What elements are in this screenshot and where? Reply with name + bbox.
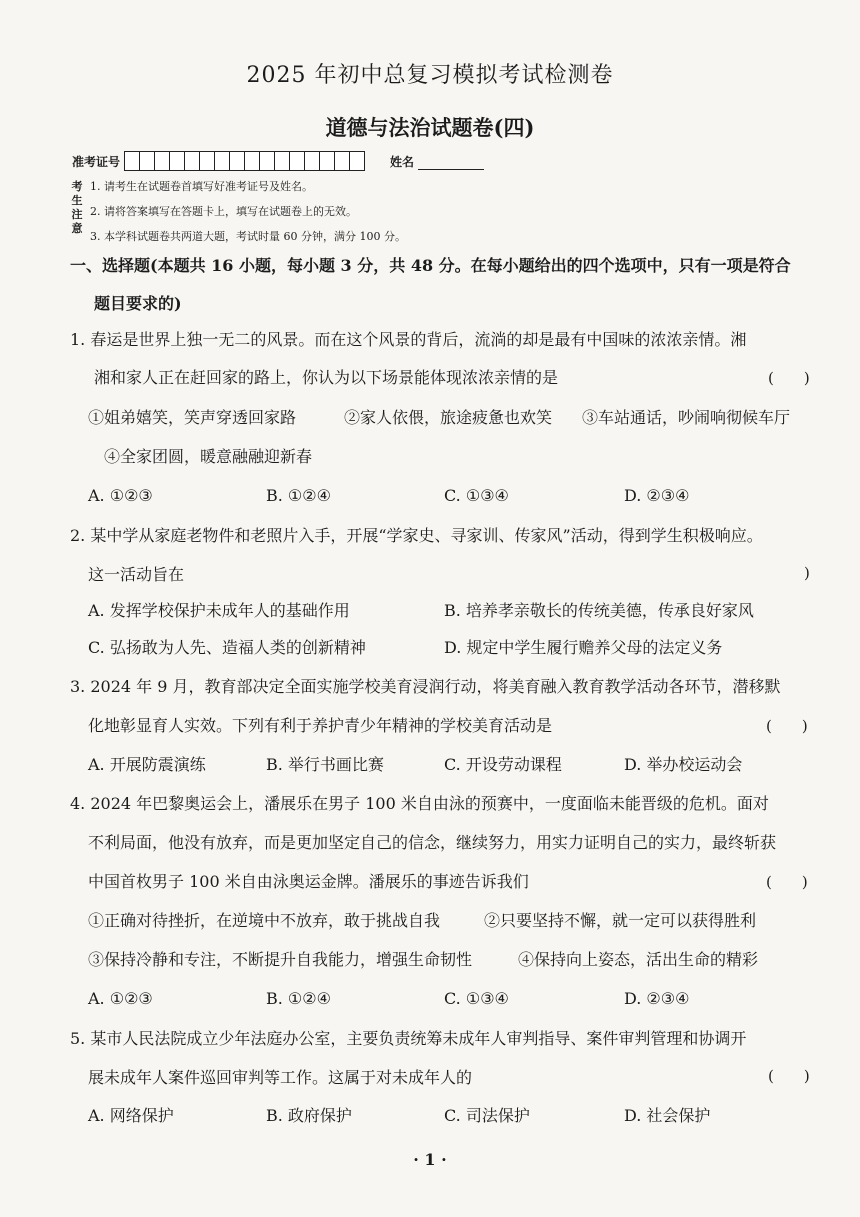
exam-subtitle: 道德与法治试题卷(四) xyxy=(325,115,535,140)
q4-stem-line2: 不利局面，他没有放弃，而是更加坚定自己的信念，继续努力，用实力证明自己的实力，最终斩获 xyxy=(88,833,777,852)
notice-block xyxy=(70,180,790,244)
section-heading-line2: 题目要求的) xyxy=(94,294,182,313)
exam-id-box[interactable] xyxy=(154,151,170,171)
name-label: 姓名 xyxy=(390,154,415,169)
q1-item-2: ②家人依偎，旅途疲惫也欢笑 xyxy=(344,408,553,427)
q2-option-b[interactable]: B. 培养孝亲敬长的传统美德，传承良好家风 xyxy=(444,601,754,620)
q4-item-3: ③保持冷静和专注，不断提升自我能力，增强生命韧性 xyxy=(88,950,473,969)
q3-answer-paren: ( ) xyxy=(766,717,808,735)
q4-item-1: ①正确对待挫折，在逆境中不放弃，敢于挑战自我 xyxy=(88,911,441,930)
q4-item-2: ②只要坚持不懈，就一定可以获得胜利 xyxy=(484,911,757,930)
q4-option-d[interactable]: D. ②③④ xyxy=(624,989,690,1008)
q2-answer-paren: ) xyxy=(804,564,810,582)
notice-list xyxy=(90,180,406,255)
exam-id-box[interactable] xyxy=(319,151,335,171)
exam-id-box[interactable] xyxy=(274,151,290,171)
exam-id-box[interactable] xyxy=(139,151,155,171)
page-number: · 1 · xyxy=(413,1150,447,1169)
q1-stem-line2: 湘和家人正在赶回家的路上，你认为以下场景能体现浓浓亲情的是 xyxy=(94,368,559,387)
q1-item-3: ③车站通话，吵闹响彻候车厅 xyxy=(582,408,791,427)
exam-id-box[interactable] xyxy=(124,151,140,171)
q1-option-c[interactable]: C. ①③④ xyxy=(444,486,509,505)
q3-option-c[interactable]: C. 开设劳动课程 xyxy=(444,755,562,774)
q3-option-b[interactable]: B. 举行书画比赛 xyxy=(266,755,384,774)
exam-id-box[interactable] xyxy=(184,151,200,171)
q5-option-b[interactable]: B. 政府保护 xyxy=(266,1106,352,1125)
exam-id-boxes[interactable] xyxy=(124,151,364,171)
q5-answer-paren: ( ) xyxy=(768,1067,810,1085)
q5-option-d[interactable]: D. 社会保护 xyxy=(624,1106,711,1125)
q2-option-c[interactable]: C. 弘扬敢为人先、造福人类的创新精神 xyxy=(88,638,366,657)
q4-answer-paren: ( ) xyxy=(766,873,808,891)
name-blank[interactable] xyxy=(418,155,484,170)
q4-option-a[interactable]: A. ①②③ xyxy=(88,989,153,1008)
exam-id-box[interactable] xyxy=(349,151,365,171)
q2-stem-line1: 2. 某中学从家庭老物件和老照片入手，开展“学家史、寻家训、传家风”活动，得到学生积极响应。 xyxy=(70,526,763,545)
q5-stem-line2: 展未成年人案件巡回审判等工作。这属于对未成年人的 xyxy=(88,1068,473,1087)
q3-stem-line1: 3. 2024 年 9 月，教育部决定全面实施学校美育浸润行动，将美育融入教育教学活动各环节，潜移默 xyxy=(70,677,781,696)
q1-answer-paren: ( ) xyxy=(768,369,810,387)
q4-stem-line1: 4. 2024 年巴黎奥运会上，潘展乐在男子 100 米自由泳的预赛中，一度面临未能晋级的危机。面对 xyxy=(70,794,769,813)
q3-option-d[interactable]: D. 举办校运动会 xyxy=(624,755,743,774)
q4-item-4: ④保持向上姿态，活出生命的精彩 xyxy=(518,950,759,969)
notice-item: 2. 请将答案填写在答题卡上，填写在试题卷上的无效。 xyxy=(90,205,357,218)
name-field xyxy=(390,153,484,170)
exam-title: 2025 年初中总复习模拟考试检测卷 xyxy=(246,63,614,88)
exam-id-box[interactable] xyxy=(229,151,245,171)
q3-option-a[interactable]: A. 开展防震演练 xyxy=(88,755,206,774)
exam-id-box[interactable] xyxy=(259,151,275,171)
q5-stem-line1: 5. 某市人民法院成立少年法庭办公室，主要负责统筹未成年人审判指导、案件审判管理和协调开 xyxy=(70,1029,747,1048)
exam-id-row xyxy=(72,150,484,172)
q1-option-a[interactable]: A. ①②③ xyxy=(88,486,153,505)
notice-item: 3. 本学科试题卷共两道大题，考试时量 60 分钟，满分 100 分。 xyxy=(90,230,406,243)
q2-option-a[interactable]: A. 发挥学校保护未成年人的基础作用 xyxy=(88,601,350,620)
q4-option-c[interactable]: C. ①③④ xyxy=(444,989,509,1008)
q2-stem-line2: 这一活动旨在 xyxy=(88,565,185,584)
q1-item-1: ①姐弟嬉笑，笑声穿透回家路 xyxy=(88,408,297,427)
exam-id-label: 准考证号 xyxy=(72,154,121,169)
exam-id-box[interactable] xyxy=(334,151,350,171)
q5-option-a[interactable]: A. 网络保护 xyxy=(88,1106,174,1125)
q5-option-c[interactable]: C. 司法保护 xyxy=(444,1106,530,1125)
exam-id-box[interactable] xyxy=(199,151,215,171)
exam-id-box[interactable] xyxy=(304,151,320,171)
q4-stem-line3: 中国首枚男子 100 米自由泳奥运金牌。潘展乐的事迹告诉我们 xyxy=(88,872,529,891)
q1-stem-line1: 1. 春运是世界上独一无二的风景。而在这个风景的背后，流淌的却是最有中国味的浓浓亲情。湘 xyxy=(70,330,747,349)
q1-option-b[interactable]: B. ①②④ xyxy=(266,486,331,505)
q2-option-d[interactable]: D. 规定中学生履行赡养父母的法定义务 xyxy=(444,638,723,657)
exam-id-box[interactable] xyxy=(169,151,185,171)
q4-option-b[interactable]: B. ①②④ xyxy=(266,989,331,1008)
notice-item: 1. 请考生在试题卷首填写好准考证号及姓名。 xyxy=(90,180,313,193)
exam-id-box[interactable] xyxy=(214,151,230,171)
q1-item-4: ④全家团圆，暖意融融迎新春 xyxy=(104,447,313,466)
notice-label: 考生注意 xyxy=(71,180,83,235)
exam-id-box[interactable] xyxy=(244,151,260,171)
section-heading-line1: 一、选择题(本题共 16 小题，每小题 3 分，共 48 分。在每小题给出的四个选项中，只有一项是符合 xyxy=(70,256,791,275)
exam-id-box[interactable] xyxy=(289,151,305,171)
q1-option-d[interactable]: D. ②③④ xyxy=(624,486,690,505)
q3-stem-line2: 化地彰显育人实效。下列有利于养护青少年精神的学校美育活动是 xyxy=(88,716,553,735)
